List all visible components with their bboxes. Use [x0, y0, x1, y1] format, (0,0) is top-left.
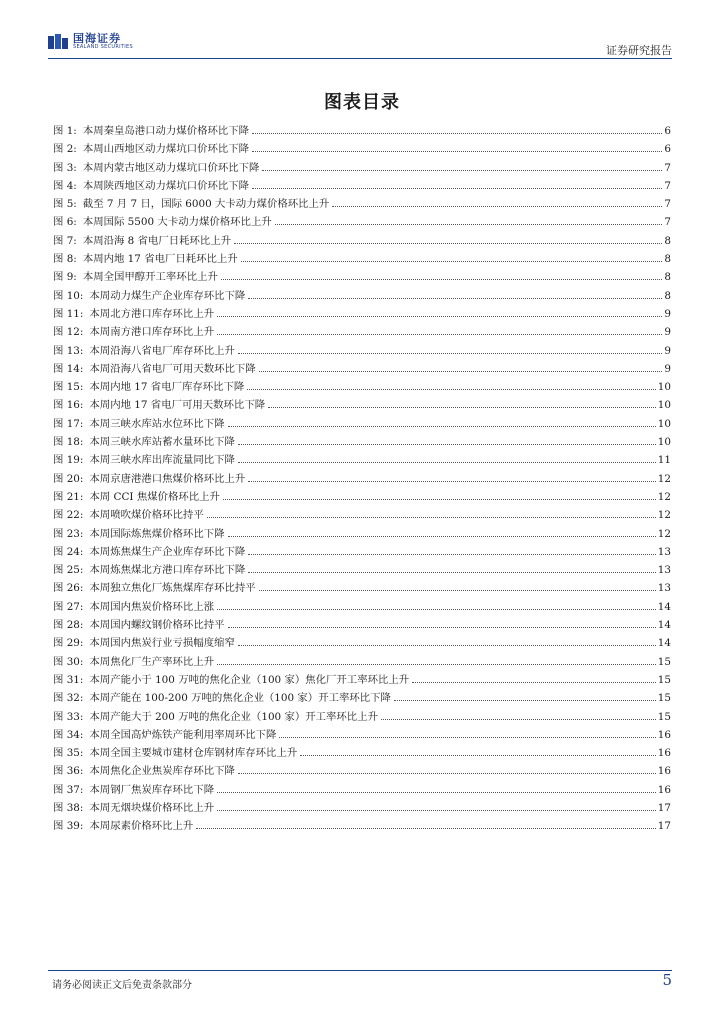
- toc-page-number: 14: [657, 637, 671, 650]
- toc-entry[interactable]: [53, 195, 671, 213]
- toc-dot-leader: [259, 590, 656, 591]
- toc-figure-title: 截至 7 月 7 日，国际 6000 大卡动力煤价格环比上升: [82, 198, 330, 211]
- toc-figure-number: 图 8:: [53, 253, 77, 266]
- toc-entry[interactable]: [53, 762, 671, 780]
- toc-entry[interactable]: [53, 305, 671, 323]
- toc-figure-title: 本周内地 17 省电厂日耗环比上升: [82, 253, 238, 266]
- toc-figure-title: 本周三峡水库站水位环比下降: [89, 417, 225, 430]
- toc-dot-leader: [234, 243, 662, 244]
- toc-figure-number: 图 20:: [53, 472, 84, 485]
- toc-entry[interactable]: [53, 232, 671, 250]
- toc-figure-title: 本周全国主要城市建材仓库钢材库存环比上升: [89, 747, 298, 760]
- toc-figure-title: 本周炼焦煤生产企业库存环比下降: [89, 545, 246, 558]
- toc-figure-title: 本周内蒙古地区动力煤坑口价环比下降: [82, 161, 260, 174]
- toc-dot-leader: [196, 828, 655, 829]
- toc-dot-leader: [221, 279, 662, 280]
- toc-figure-number: 图 7:: [53, 234, 77, 247]
- toc-page-number: 12: [657, 509, 671, 522]
- toc-dot-leader: [252, 188, 662, 189]
- toc-page-number: 7: [664, 198, 671, 211]
- toc-page-number: 8: [664, 271, 671, 284]
- toc-figure-number: 图 36:: [53, 765, 84, 778]
- toc-dot-leader: [238, 353, 662, 354]
- toc-figure-title: 本周三峡水库站蓄水量环比下降: [89, 436, 235, 449]
- toc-dot-leader: [207, 517, 656, 518]
- toc-page-number: 9: [664, 344, 671, 357]
- toc-figure-number: 图 39:: [53, 820, 84, 833]
- toc-entry[interactable]: [53, 671, 671, 689]
- toc-dot-leader: [332, 206, 662, 207]
- toc-entry[interactable]: [53, 506, 671, 524]
- toc-dot-leader: [223, 499, 656, 500]
- toc-dot-leader: [248, 572, 655, 573]
- toc-entry[interactable]: [53, 451, 671, 469]
- toc-figure-title: 本周沿海八省电厂库存环比上升: [89, 344, 235, 357]
- toc-figure-number: 图 23:: [53, 527, 84, 540]
- toc-figure-title: 本周南方港口库存环比上升: [89, 326, 215, 339]
- toc-dot-leader: [262, 170, 662, 171]
- toc-figure-number: 图 30:: [53, 655, 84, 668]
- toc-figure-number: 图 3:: [53, 161, 77, 174]
- toc-figure-title: 本周国内焦炭行业亏损幅度缩窄: [89, 637, 235, 650]
- toc-figure-title: 本周焦化厂生产率环比上升: [89, 655, 215, 668]
- document-type: 证券研究报告: [606, 44, 672, 57]
- toc-figure-title: 本周国内螺纹钢价格环比持平: [89, 619, 225, 632]
- toc-page-number: 12: [657, 490, 671, 503]
- toc-figure-title: 本周无烟块煤价格环比上升: [89, 801, 215, 814]
- toc-dot-leader: [238, 462, 656, 463]
- toc-page-number: 8: [664, 234, 671, 247]
- toc-entry[interactable]: [53, 396, 671, 414]
- toc-page-number: 10: [657, 417, 671, 430]
- toc-entry[interactable]: [53, 470, 671, 488]
- toc-entry[interactable]: [53, 177, 671, 195]
- toc-page-number: 15: [657, 673, 671, 686]
- toc-page-number: 6: [664, 125, 671, 137]
- table-of-figures: [53, 122, 671, 836]
- toc-dot-leader: [228, 536, 656, 537]
- toc-entry[interactable]: [53, 689, 671, 707]
- toc-entry[interactable]: [53, 708, 671, 726]
- toc-page-number: 9: [664, 326, 671, 339]
- toc-page-number: 15: [657, 692, 671, 705]
- toc-figure-title: 本周动力煤生产企业库存环比下降: [89, 289, 246, 302]
- toc-dot-leader: [247, 389, 655, 390]
- toc-figure-title: 本周 CCI 焦煤价格环比上升: [89, 490, 220, 503]
- footer-divider: [48, 970, 672, 971]
- toc-entry[interactable]: [53, 781, 671, 799]
- toc-page-number: 7: [664, 216, 671, 229]
- toc-dot-leader: [412, 682, 656, 683]
- toc-page-number: 15: [657, 710, 671, 723]
- toc-entry[interactable]: [53, 579, 671, 597]
- page-title: 图表目录: [324, 92, 400, 113]
- toc-dot-leader: [394, 700, 656, 701]
- toc-figure-number: 图 16:: [53, 399, 84, 412]
- toc-page-number: 7: [664, 161, 671, 174]
- toc-figure-number: 图 27:: [53, 600, 84, 613]
- toc-figure-title: 本周三峡水库出库流量同比下降: [89, 454, 235, 467]
- toc-figure-number: 图 35:: [53, 747, 84, 760]
- toc-entry[interactable]: [53, 433, 671, 451]
- toc-dot-leader: [217, 609, 656, 610]
- toc-dot-leader: [217, 792, 656, 793]
- page-number: 5: [662, 971, 672, 989]
- toc-page-number: 13: [657, 582, 671, 595]
- toc-dot-leader: [241, 261, 663, 262]
- toc-figure-title: 本周秦皇岛港口动力煤价格环比下降: [82, 125, 250, 137]
- toc-dot-leader: [381, 719, 656, 720]
- toc-figure-title: 本周产能在 100-200 万吨的焦化企业（100 家）开工率环比下降: [89, 692, 391, 705]
- toc-page-number: 17: [657, 820, 671, 833]
- toc-figure-number: 图 22:: [53, 509, 84, 522]
- toc-page-number: 6: [664, 143, 671, 156]
- toc-dot-leader: [268, 407, 656, 408]
- toc-figure-title: 本周全国高炉炼铁产能利用率周环比下降: [89, 728, 277, 741]
- toc-figure-title: 本周内地 17 省电厂库存环比下降: [89, 381, 245, 394]
- footer-disclaimer: 请务必阅读正文后免责条款部分: [52, 980, 192, 991]
- toc-entry[interactable]: [53, 653, 671, 671]
- toc-page-number: 8: [664, 253, 671, 266]
- toc-entry[interactable]: [53, 543, 671, 561]
- toc-figure-title: 本周国际 5500 大卡动力煤价格环比上升: [82, 216, 272, 229]
- toc-figure-number: 图 32:: [53, 692, 84, 705]
- toc-page-number: 9: [664, 307, 671, 320]
- toc-entry[interactable]: [53, 525, 671, 543]
- toc-entry[interactable]: [53, 744, 671, 762]
- toc-figure-number: 图 11:: [53, 307, 84, 320]
- toc-dot-leader: [252, 133, 662, 134]
- toc-dot-leader: [238, 444, 656, 445]
- toc-figure-title: 本周独立焦化厂炼焦煤库存环比持平: [89, 582, 256, 595]
- logo-name-cn: 国海证券: [73, 32, 121, 45]
- header-divider: [48, 58, 672, 59]
- toc-page-number: 11: [657, 454, 671, 467]
- toc-page-number: 12: [657, 472, 671, 485]
- toc-dot-leader: [228, 426, 656, 427]
- toc-dot-leader: [238, 645, 656, 646]
- toc-page-number: 10: [657, 436, 671, 449]
- toc-entry[interactable]: [53, 360, 671, 378]
- toc-page-number: 12: [657, 527, 671, 540]
- toc-figure-title: 本周产能小于 100 万吨的焦化企业（100 家）焦化厂开工率环比上升: [89, 673, 410, 686]
- toc-entry[interactable]: [53, 159, 671, 177]
- toc-figure-number: 图 6:: [53, 216, 77, 229]
- toc-figure-title: 本周全国甲醇开工率环比上升: [82, 271, 218, 284]
- toc-figure-number: 图 12:: [53, 326, 84, 339]
- toc-figure-number: 图 13:: [53, 344, 84, 357]
- toc-figure-number: 图 28:: [53, 619, 84, 632]
- toc-page-number: 13: [657, 564, 671, 577]
- toc-page-number: 16: [657, 783, 671, 796]
- toc-figure-title: 本周陕西地区动力煤坑口价环比下降: [82, 179, 250, 192]
- toc-dot-leader: [217, 334, 662, 335]
- toc-figure-number: 图 29:: [53, 637, 84, 650]
- toc-dot-leader: [217, 810, 656, 811]
- toc-figure-number: 图 14:: [53, 362, 84, 375]
- toc-entry[interactable]: [53, 726, 671, 744]
- toc-entry[interactable]: [53, 250, 671, 268]
- toc-entry[interactable]: [53, 561, 671, 579]
- company-logo: [48, 33, 133, 50]
- toc-page-number: 9: [664, 362, 671, 375]
- toc-entry[interactable]: [53, 213, 671, 231]
- toc-entry[interactable]: [53, 799, 671, 817]
- toc-figure-title: 本周炼焦煤北方港口库存环比下降: [89, 564, 246, 577]
- toc-page-number: 10: [657, 381, 671, 394]
- toc-dot-leader: [217, 316, 662, 317]
- toc-figure-title: 本周京唐港港口焦煤价格环比上升: [89, 472, 246, 485]
- toc-figure-number: 图 2:: [53, 143, 77, 156]
- toc-entry[interactable]: [53, 598, 671, 616]
- toc-figure-number: 图 19:: [53, 454, 84, 467]
- toc-dot-leader: [259, 371, 663, 372]
- toc-figure-number: 图 10:: [53, 289, 84, 302]
- toc-dot-leader: [217, 664, 656, 665]
- toc-page-number: 15: [657, 655, 671, 668]
- toc-dot-leader: [248, 298, 662, 299]
- toc-page-number: 7: [664, 179, 671, 192]
- toc-figure-number: 图 9:: [53, 271, 77, 284]
- toc-page-number: 14: [657, 619, 671, 632]
- toc-page-number: 16: [657, 728, 671, 741]
- toc-figure-title: 本周产能大于 200 万吨的焦化企业（100 家）开工率环比上升: [89, 710, 378, 723]
- toc-page-number: 17: [657, 801, 671, 814]
- toc-figure-title: 本周钢厂焦炭库存环比下降: [89, 783, 215, 796]
- toc-page-number: 16: [657, 765, 671, 778]
- toc-figure-title: 本周喷吹煤价格环比持平: [89, 509, 204, 522]
- toc-figure-number: 图 38:: [53, 801, 84, 814]
- toc-entry[interactable]: [53, 378, 671, 396]
- page-header: [0, 0, 724, 60]
- toc-page-number: 8: [664, 289, 671, 302]
- toc-figure-number: 图 1:: [53, 125, 77, 137]
- toc-figure-number: 图 5:: [53, 198, 77, 211]
- toc-figure-title: 本周沿海 8 省电厂日耗环比上升: [82, 234, 232, 247]
- toc-page-number: 10: [657, 399, 671, 412]
- toc-figure-number: 图 31:: [53, 673, 84, 686]
- toc-dot-leader: [228, 627, 656, 628]
- toc-figure-title: 本周国际炼焦煤价格环比下降: [89, 527, 225, 540]
- toc-entry[interactable]: [53, 287, 671, 305]
- toc-dot-leader: [248, 481, 655, 482]
- toc-entry[interactable]: [53, 415, 671, 433]
- logo-name-en: SEALAND SECURITIES: [73, 44, 133, 50]
- toc-figure-title: 本周北方港口库存环比上升: [89, 307, 215, 320]
- toc-entry[interactable]: [53, 140, 671, 158]
- toc-figure-title: 本周尿素价格环比上升: [89, 820, 194, 833]
- toc-figure-number: 图 24:: [53, 545, 84, 558]
- toc-dot-leader: [252, 151, 662, 152]
- toc-figure-title: 本周沿海八省电厂可用天数环比下降: [89, 362, 256, 375]
- toc-figure-number: 图 25:: [53, 564, 84, 577]
- toc-dot-leader: [279, 737, 655, 738]
- toc-figure-number: 图 34:: [53, 728, 84, 741]
- toc-figure-number: 图 18:: [53, 436, 84, 449]
- toc-dot-leader: [275, 224, 663, 225]
- toc-entry[interactable]: [53, 616, 671, 634]
- toc-figure-number: 图 4:: [53, 179, 77, 192]
- toc-figure-number: 图 37:: [53, 783, 84, 796]
- toc-page-number: 14: [657, 600, 671, 613]
- toc-entry[interactable]: [53, 634, 671, 652]
- toc-figure-number: 图 33:: [53, 710, 84, 723]
- toc-entry[interactable]: [53, 488, 671, 506]
- toc-entry[interactable]: [53, 323, 671, 341]
- toc-dot-leader: [248, 554, 655, 555]
- toc-entry[interactable]: [53, 268, 671, 286]
- toc-figure-title: 本周山西地区动力煤坑口价环比下降: [82, 143, 250, 156]
- toc-figure-number: 图 26:: [53, 582, 84, 595]
- toc-figure-number: 图 21:: [53, 490, 84, 503]
- toc-dot-leader: [238, 773, 656, 774]
- toc-entry[interactable]: [53, 122, 671, 140]
- toc-page-number: 16: [657, 747, 671, 760]
- toc-figure-title: 本周内地 17 省电厂可用天数环比下降: [89, 399, 266, 412]
- toc-entry[interactable]: [53, 817, 671, 835]
- logo-icon: [48, 34, 68, 50]
- toc-dot-leader: [300, 755, 656, 756]
- toc-figure-title: 本周国内焦炭价格环比上涨: [89, 600, 215, 613]
- toc-figure-number: 图 17:: [53, 417, 84, 430]
- toc-page-number: 13: [657, 545, 671, 558]
- toc-entry[interactable]: [53, 342, 671, 360]
- toc-figure-title: 本周焦化企业焦炭库存环比下降: [89, 765, 235, 778]
- toc-figure-number: 图 15:: [53, 381, 84, 394]
